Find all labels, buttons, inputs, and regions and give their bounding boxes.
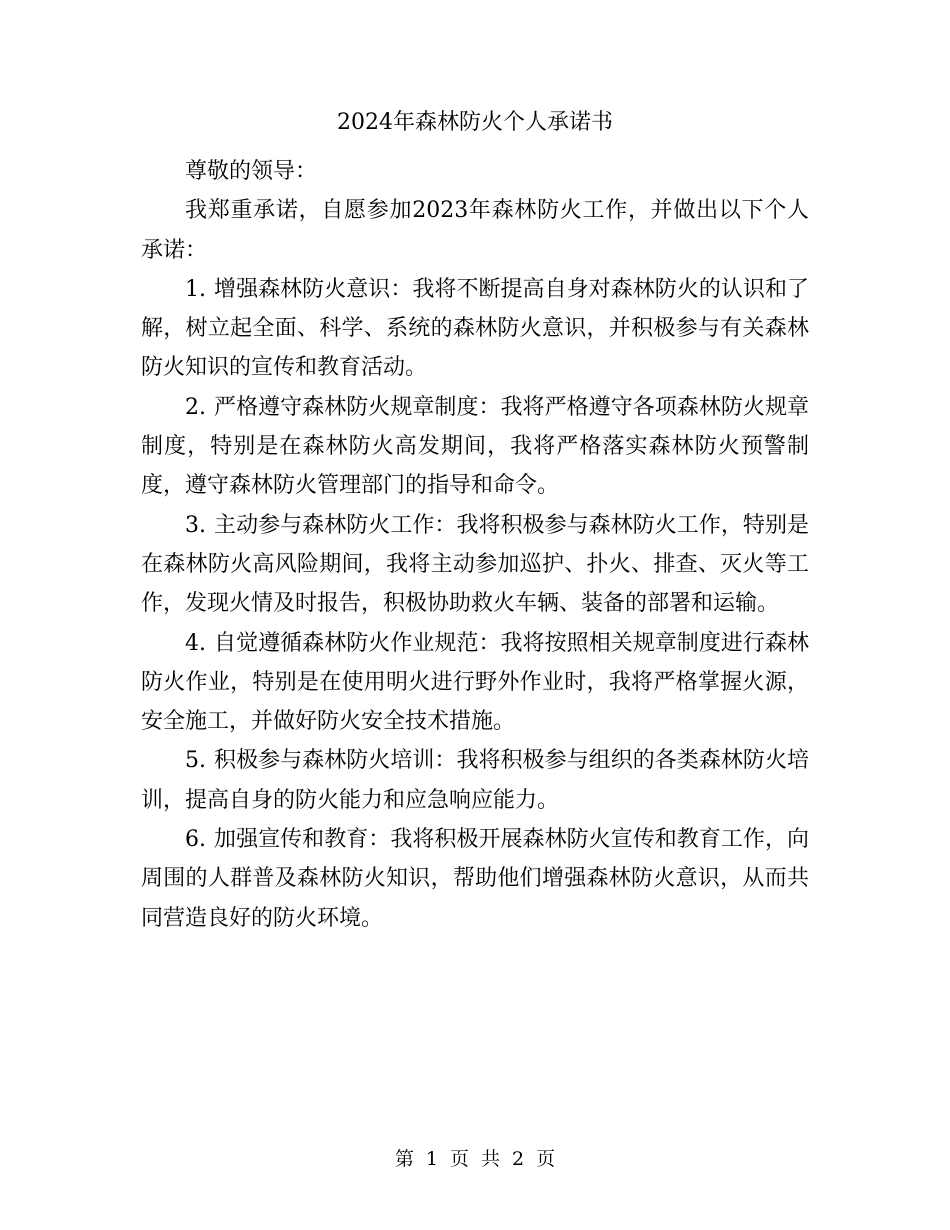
item-number: 2. — [185, 394, 206, 420]
commitment-item-4 — [141, 624, 809, 742]
item-text: 主动参与森林防火工作：我将积极参与森林防火工作，特别是在森林防火高风险期间，我将主动参加巡护、扑火、排查、灭火等工作，发现火情及时报告，积极协助救火车辆、装备的部署和运输。 — [141, 512, 809, 617]
commitment-item-6 — [141, 820, 809, 938]
item-text: 严格遵守森林防火规章制度：我将严格遵守各项森林防火规章制度，特别是在森林防火高发期间，我将严格落实森林防火预警制度，遵守森林防火管理部门的指导和命令。 — [141, 394, 809, 499]
intro-paragraph: 我郑重承诺，自愿参加2023年森林防火工作，并做出以下个人承诺： — [141, 198, 809, 263]
salutation: 尊敬的领导： — [185, 159, 318, 184]
commitment-item-2 — [141, 388, 809, 506]
item-text: 积极参与森林防火培训：我将积极参与组织的各类森林防火培训，提高自身的防火能力和应急响应能力。 — [141, 748, 809, 813]
commitment-item-1 — [141, 270, 809, 388]
document-body — [141, 152, 809, 938]
page-indicator: 第 1 页 共 2 页 — [394, 1148, 556, 1170]
commitment-item-3 — [141, 506, 809, 624]
item-text: 自觉遵循森林防火作业规范：我将按照相关规章制度进行森林防火作业，特别是在使用明火进行野外作业时，我将严格掌握火源，安全施工，并做好防火安全技术措施。 — [141, 630, 809, 735]
item-number: 4. — [185, 630, 206, 656]
item-number: 3. — [185, 512, 206, 538]
item-text: 增强森林防火意识：我将不断提高自身对森林防火的认识和了解，树立起全面、科学、系统的森林防火意识，并积极参与有关森林防火知识的宣传和教育活动。 — [141, 276, 809, 381]
item-number: 1. — [185, 276, 206, 302]
item-text: 加强宣传和教育：我将积极开展森林防火宣传和教育工作，向周围的人群普及森林防火知识，帮助他们增强森林防火意识，从而共同营造良好的防火环境。 — [141, 827, 809, 931]
document-title: 2024年森林防火个人承诺书 — [337, 110, 613, 135]
commitment-item-5 — [141, 741, 809, 820]
item-number: 6. — [185, 827, 206, 853]
item-number: 5. — [185, 748, 206, 774]
